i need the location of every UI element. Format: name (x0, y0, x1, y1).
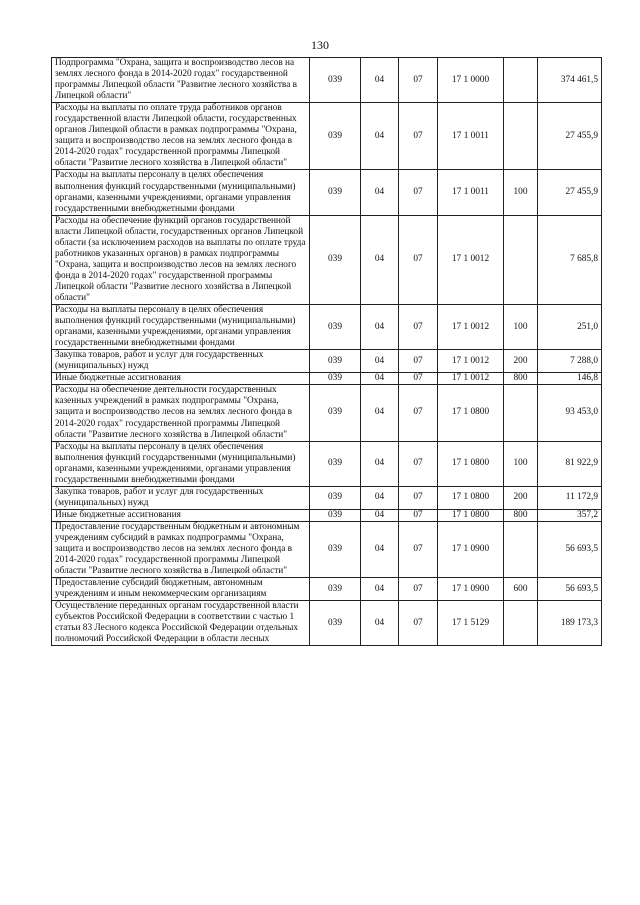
expense-type-cell: 100 (504, 305, 538, 350)
expense-type-cell (504, 521, 538, 577)
subsection-code-cell: 07 (399, 305, 438, 350)
amount-cell: 189 173,3 (538, 601, 602, 646)
expense-name-cell: Иные бюджетные ассигнования (52, 509, 310, 521)
ministry-code-cell: 039 (310, 441, 361, 486)
table-row (52, 486, 602, 509)
target-article-cell: 17 1 0000 (438, 58, 504, 103)
target-article-cell: 17 1 0012 (438, 350, 504, 373)
expense-name-cell: Расходы на выплаты персоналу в целях обеспечения выполнения функций государственными (муниципальными) органами, казенными учреждениями, органами управления государственными внебюджетными фондами (52, 441, 310, 486)
table-row (52, 441, 602, 486)
table-row (52, 170, 602, 215)
target-article-cell: 17 1 0800 (438, 441, 504, 486)
expense-type-cell: 800 (504, 509, 538, 521)
amount-cell: 56 693,5 (538, 578, 602, 601)
expense-name-cell: Закупка товаров, работ и услуг для государственных (муниципальных) нужд (52, 350, 310, 373)
amount-cell: 357,2 (538, 509, 602, 521)
amount-cell: 27 455,9 (538, 170, 602, 215)
ministry-code-cell: 039 (310, 509, 361, 521)
ministry-code-cell: 039 (310, 521, 361, 577)
section-code-cell: 04 (361, 170, 399, 215)
section-code-cell: 04 (361, 373, 399, 385)
table-row (52, 58, 602, 103)
ministry-code-cell: 039 (310, 350, 361, 373)
expense-name-cell: Иные бюджетные ассигнования (52, 373, 310, 385)
subsection-code-cell: 07 (399, 601, 438, 646)
target-article-cell: 17 1 0011 (438, 170, 504, 215)
expense-type-cell (504, 103, 538, 170)
ministry-code-cell: 039 (310, 385, 361, 441)
amount-cell: 7 685,8 (538, 215, 602, 304)
expense-name-cell: Расходы на выплаты персоналу в целях обеспечения выполнения функций государственными (муниципальными) органами, казенными учреждениями, органами управления государственными внебюджетными фондами (52, 305, 310, 350)
expense-name-cell: Расходы на обеспечение функций органов государственной власти Липецкой области, государственных органов Липецкой области (за исключением расходов на выплаты по оплате труда работников указанных органов) в рамках подпрограммы "Охрана, защита и воспроизводство лесов на землях лесного фонда в 2014-2020 годах" государственной программы Липецкой области "Развитие лесного хозяйства в Липецкой области" (52, 215, 310, 304)
expense-type-cell (504, 385, 538, 441)
ministry-code-cell: 039 (310, 305, 361, 350)
subsection-code-cell: 07 (399, 373, 438, 385)
target-article-cell: 17 1 0011 (438, 103, 504, 170)
ministry-code-cell: 039 (310, 578, 361, 601)
page-number: 130 (311, 38, 329, 52)
section-code-cell: 04 (361, 521, 399, 577)
target-article-cell: 17 1 0800 (438, 509, 504, 521)
subsection-code-cell: 07 (399, 441, 438, 486)
table-row (52, 509, 602, 521)
subsection-code-cell: 07 (399, 170, 438, 215)
expense-type-cell: 600 (504, 578, 538, 601)
expense-name-cell: Подпрограмма "Охрана, защита и воспроизводство лесов на землях лесного фонда в 2014-2020 годах" государственной программы Липецкой области "Развитие лесного хозяйства в Липецкой области" (52, 58, 310, 103)
subsection-code-cell: 07 (399, 578, 438, 601)
subsection-code-cell: 07 (399, 58, 438, 103)
target-article-cell: 17 1 0012 (438, 215, 504, 304)
expense-name-cell: Расходы на выплаты по оплате труда работников органов государственной власти Липецкой области, государственных органов Липецкой области в рамках подпрограммы "Охрана, защита и воспроизводство лесов на землях лесного фонда в 2014-2020 годах" государственной программы Липецкой области "Развитие лесного хозяйства в Липецкой области" (52, 103, 310, 170)
budget-table-body (52, 58, 602, 646)
target-article-cell: 17 1 5129 (438, 601, 504, 646)
ministry-code-cell: 039 (310, 103, 361, 170)
ministry-code-cell: 039 (310, 58, 361, 103)
expense-name-cell: Расходы на выплаты персоналу в целях обеспечения выполнения функций государственными (муниципальными) органами, казенными учреждениями, органами управления государственными внебюджетными фондами (52, 170, 310, 215)
subsection-code-cell: 07 (399, 486, 438, 509)
table-row (52, 578, 602, 601)
subsection-code-cell: 07 (399, 521, 438, 577)
target-article-cell: 17 1 0012 (438, 305, 504, 350)
section-code-cell: 04 (361, 350, 399, 373)
ministry-code-cell: 039 (310, 215, 361, 304)
expense-type-cell (504, 58, 538, 103)
section-code-cell: 04 (361, 578, 399, 601)
expense-type-cell: 800 (504, 373, 538, 385)
expense-name-cell: Предоставление субсидий бюджетным, автономным учреждениям и иным некоммерческим организациям (52, 578, 310, 601)
ministry-code-cell: 039 (310, 601, 361, 646)
section-code-cell: 04 (361, 385, 399, 441)
expense-type-cell (504, 215, 538, 304)
amount-cell: 93 453,0 (538, 385, 602, 441)
section-code-cell: 04 (361, 509, 399, 521)
amount-cell: 7 288,0 (538, 350, 602, 373)
section-code-cell: 04 (361, 58, 399, 103)
table-row (52, 521, 602, 577)
target-article-cell: 17 1 0012 (438, 373, 504, 385)
subsection-code-cell: 07 (399, 350, 438, 373)
amount-cell: 56 693,5 (538, 521, 602, 577)
subsection-code-cell: 07 (399, 103, 438, 170)
ministry-code-cell: 039 (310, 373, 361, 385)
expense-type-cell: 100 (504, 441, 538, 486)
target-article-cell: 17 1 0900 (438, 578, 504, 601)
subsection-code-cell: 07 (399, 509, 438, 521)
section-code-cell: 04 (361, 305, 399, 350)
expense-type-cell: 200 (504, 350, 538, 373)
table-row (52, 601, 602, 646)
ministry-code-cell: 039 (310, 486, 361, 509)
amount-cell: 11 172,9 (538, 486, 602, 509)
amount-cell: 374 461,5 (538, 58, 602, 103)
target-article-cell: 17 1 0800 (438, 385, 504, 441)
subsection-code-cell: 07 (399, 215, 438, 304)
table-row (52, 373, 602, 385)
amount-cell: 27 455,9 (538, 103, 602, 170)
expense-name-cell: Предоставление государственным бюджетным и автономным учреждениям субсидий в рамках подпрограммы "Охрана, защита и воспроизводство лесов на землях лесного фонда в 2014-2020 годах" государственной программы Липецкой области "Развитие лесного хозяйства в Липецкой области" (52, 521, 310, 577)
target-article-cell: 17 1 0800 (438, 486, 504, 509)
expense-type-cell (504, 601, 538, 646)
amount-cell: 81 922,9 (538, 441, 602, 486)
budget-table (51, 57, 602, 646)
subsection-code-cell: 07 (399, 385, 438, 441)
table-row (52, 215, 602, 304)
expense-name-cell: Закупка товаров, работ и услуг для государственных (муниципальных) нужд (52, 486, 310, 509)
expense-type-cell: 200 (504, 486, 538, 509)
amount-cell: 251,0 (538, 305, 602, 350)
table-row (52, 103, 602, 170)
section-code-cell: 04 (361, 215, 399, 304)
expense-type-cell: 100 (504, 170, 538, 215)
section-code-cell: 04 (361, 486, 399, 509)
section-code-cell: 04 (361, 601, 399, 646)
expense-name-cell: Осуществление переданных органам государственной власти субъектов Российской Федерации в соответствии с частью 1 статьи 83 Лесного кодекса Российской Федерации отдельных полномочий Российской Федерации в области лесных (52, 601, 310, 646)
target-article-cell: 17 1 0900 (438, 521, 504, 577)
expense-name-cell: Расходы на обеспечение деятельности государственных казенных учреждений в рамках подпрограммы "Охрана, защита и воспроизводство лесов на землях лесного фонда в 2014-2020 годах" государственной программы Липецкой области "Развитие лесного хозяйства в Липецкой области" (52, 385, 310, 441)
table-row (52, 350, 602, 373)
section-code-cell: 04 (361, 103, 399, 170)
table-row (52, 305, 602, 350)
amount-cell: 146,8 (538, 373, 602, 385)
table-row (52, 385, 602, 441)
ministry-code-cell: 039 (310, 170, 361, 215)
section-code-cell: 04 (361, 441, 399, 486)
